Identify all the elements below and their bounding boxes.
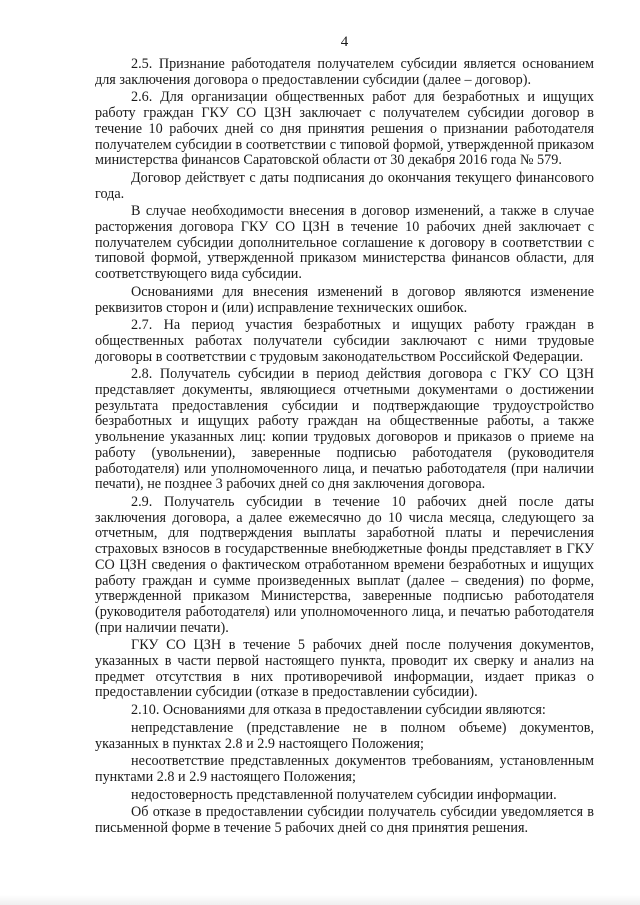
paragraph-contract-term: Договор действует с даты подписания до окончания текущего финансового года. xyxy=(95,169,594,202)
scan-bottom-edge xyxy=(0,895,640,905)
page-number: 4 xyxy=(340,34,349,50)
paragraph-2-6: 2.6. Для организации общественных работ для безработных и ищущих работу граждан ГКУ СО ЦЗН заключает с получателем субсидии договор в течение 10 рабочих дней со дня принятия решения о признании работодателя получателем субсидии в соответствии с типовой формой, утвержденной приказом министерства финансов Саратовской области от 30 декабря 2016 года № 579. xyxy=(95,89,594,169)
paragraph-2-5: 2.5. Признание работодателя получателем субсидии является основанием для заключения договора о предоставлении субсидии (далее – договор). xyxy=(95,56,594,88)
paragraph-contract-changes: В случае необходимости внесения в договор изменений, а также в случае расторжения договора ГКУ СО ЦЗН в течение 10 рабочих дней заключает с получателем субсидии дополнительное соглашение к договору в соответствии с типовой формой, утвержденной приказом министерства финансов области, для соответствующего вида субсидии. xyxy=(95,203,594,283)
paragraph-2-7: 2.7. На период участия безработных и ищущих работу граждан в общественных работах получатели субсидии заключают с ними трудовые договоры в соответствии с трудовым законодательством Российской Федерации. xyxy=(95,317,594,365)
refusal-ground-item: недостоверность представленной получателем субсидии информации. xyxy=(131,786,557,803)
refusal-ground-item: несоответствие представленных документов требованиям, установленным пунктами 2.8 и 2.9 настоящего Положения; xyxy=(95,753,594,785)
paragraph-change-grounds: Основаниями для внесения изменений в договор являются изменение реквизитов сторон и (или) исправление технических ошибок. xyxy=(95,283,594,316)
paragraph-2-9: 2.9. Получатель субсидии в течение 10 рабочих дней после даты заключения договора, а далее ежемесячно до 10 числа месяца, следующего за отчетным, для подтверждения выплаты заработной платы и перечисления страховых взносов в государственные внебюджетные фонды представляет в ГКУ СО ЦЗН сведения о фактическом отработанном времени безработных и ищущих работу граждан и сумме произведенных выплат (далее – сведения) по форме, утвержденной приказом Министерства, заверенные подписью работодателя (руководителя работодателя) или уполномоченного лица, и печатью работодателя (при наличии печати). xyxy=(95,493,594,636)
refusal-ground-item: непредставление (представление не в полном объеме) документов, указанных в пунктах 2.8 и 2.9 настоящего Положения; xyxy=(95,719,594,752)
paragraph-2-8: 2.8. Получатель субсидии в период действия договора с ГКУ СО ЦЗН представляет документы, являющиеся отчетными документами о достижении результата предоставления субсидии и подтверждающие трудоустройство безработных и ищущих работу граждан на общественные работы, а также увольнение указанных лиц: копии трудовых договоров и приказов о приеме на работу (увольнении), заверенные подписью работодателя (руководителя работодателя) или уполномоченного лица, и печатью работодателя (при наличии печати), не позднее 3 рабочих дней со дня заключения договора. xyxy=(95,366,594,493)
paragraph-verification: ГКУ СО ЦЗН в течение 5 рабочих дней после получения документов, указанных в части первой настоящего пункта, проводит их сверку и анализ на предмет отсутствия в них противоречивой информации, издает приказ о предоставлении субсидии (отказе в предоставлении субсидии). xyxy=(95,637,594,701)
paragraph-2-10: 2.10. Основаниями для отказа в предоставлении субсидии являются: xyxy=(131,702,546,719)
paragraph-refusal-notice: Об отказе в предоставлении субсидии получатель субсидии уведомляется в письменной форме в течение 5 рабочих дней со дня принятия решения. xyxy=(95,804,594,837)
